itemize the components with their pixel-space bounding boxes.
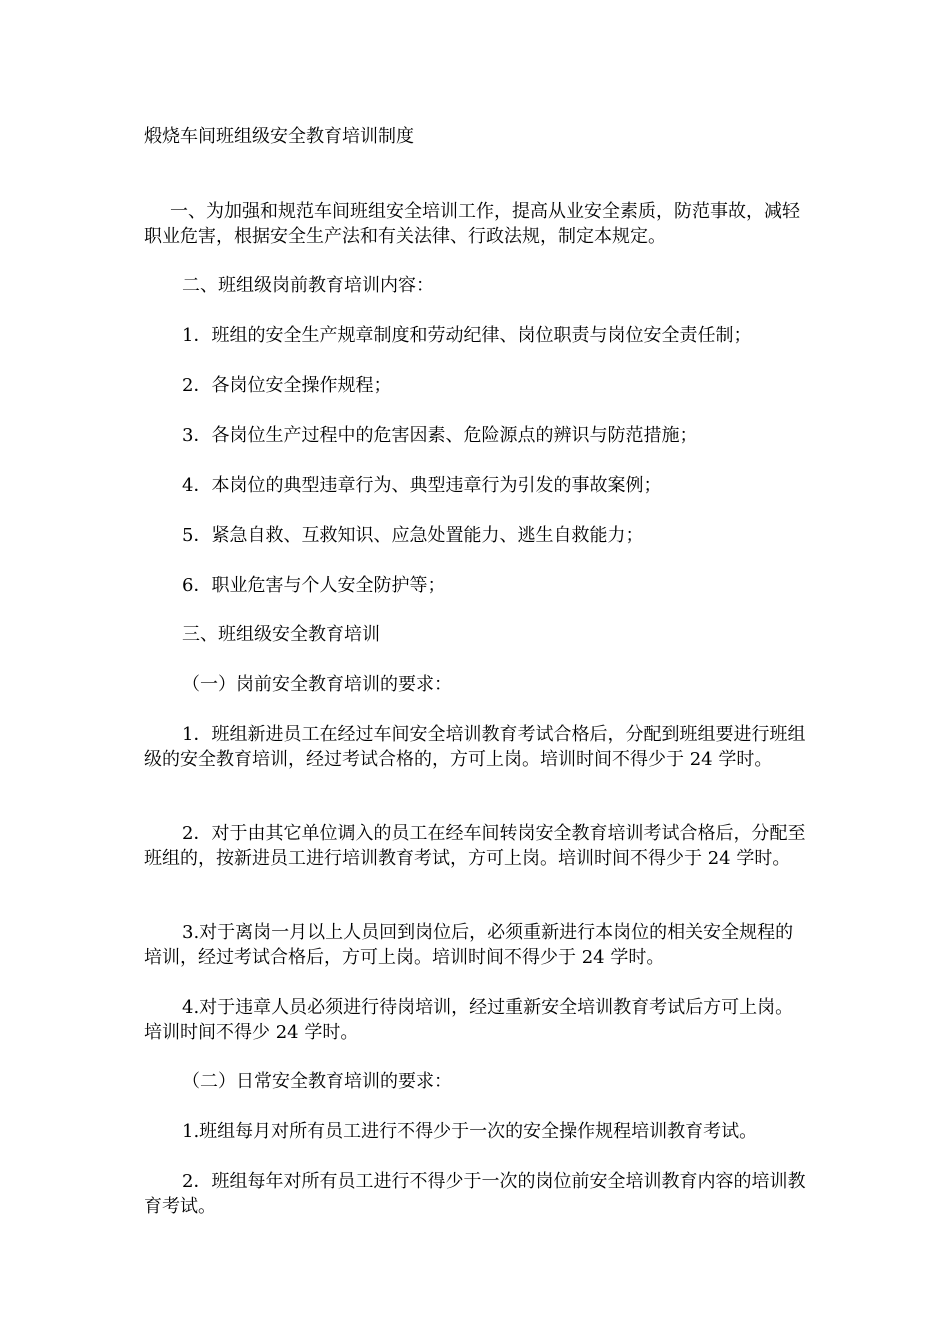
subheading-daily-training: （二）日常安全教育培训的要求： (182, 1071, 452, 1092)
subheading-pre-job-training: （一）岗前安全教育培训的要求： (182, 674, 452, 695)
list-item: 3.对于离岗一月以上人员回到岗位后，必须重新进行本岗位的相关安全规程的培训，经过考试合格后，方可上岗。培训时间不得少于 24 学时。 (144, 922, 794, 968)
list-item: 2．班组每年对所有员工进行不得少于一次的岗位前安全培训教育内容的培训教育考试。 (144, 1171, 806, 1217)
list-item: 6．职业危害与个人安全防护等； (182, 575, 446, 596)
list-item: 4．本岗位的典型违章行为、典型违章行为引发的事故案例； (182, 475, 662, 496)
list-item: 2．对于由其它单位调入的员工在经车间转岗安全教育培训考试合格后，分配至班组的，按新进员工进行培训教育考试，方可上岗。培训时间不得少于 24 学时。 (144, 823, 806, 869)
heading-section-3: 三、班组级安全教育培训 (182, 624, 380, 645)
list-item: 2．各岗位安全操作规程； (182, 375, 392, 396)
list-item: 1．班组新进员工在经过车间安全培训教育考试合格后，分配到班组要进行班组级的安全教育培训，经过考试合格的，方可上岗。培训时间不得少于 24 学时。 (144, 724, 806, 770)
paragraph-purpose: 一、为加强和规范车间班组安全培训工作，提高从业安全素质，防范事故，减轻职业危害，根据安全生产法和有关法律、行政法规，制定本规定。 (144, 201, 800, 247)
list-item: 3．各岗位生产过程中的危害因素、危险源点的辨识与防范措施； (182, 425, 698, 446)
list-item: 1．班组的安全生产规章制度和劳动纪律、岗位职责与岗位安全责任制； (182, 325, 752, 346)
list-item: 4.对于违章人员必须进行待岗培训，经过重新安全培训教育考试后方可上岗。培训时间不得少 24 学时。 (144, 997, 794, 1043)
heading-section-2: 二、班组级岗前教育培训内容： (182, 275, 434, 296)
list-item: 5．紧急自救、互救知识、应急处置能力、逃生自救能力； (182, 525, 644, 546)
document-title: 煅烧车间班组级安全教育培训制度 (144, 126, 414, 147)
list-item: 1.班组每月对所有员工进行不得少于一次的安全操作规程培训教育考试。 (182, 1121, 758, 1142)
